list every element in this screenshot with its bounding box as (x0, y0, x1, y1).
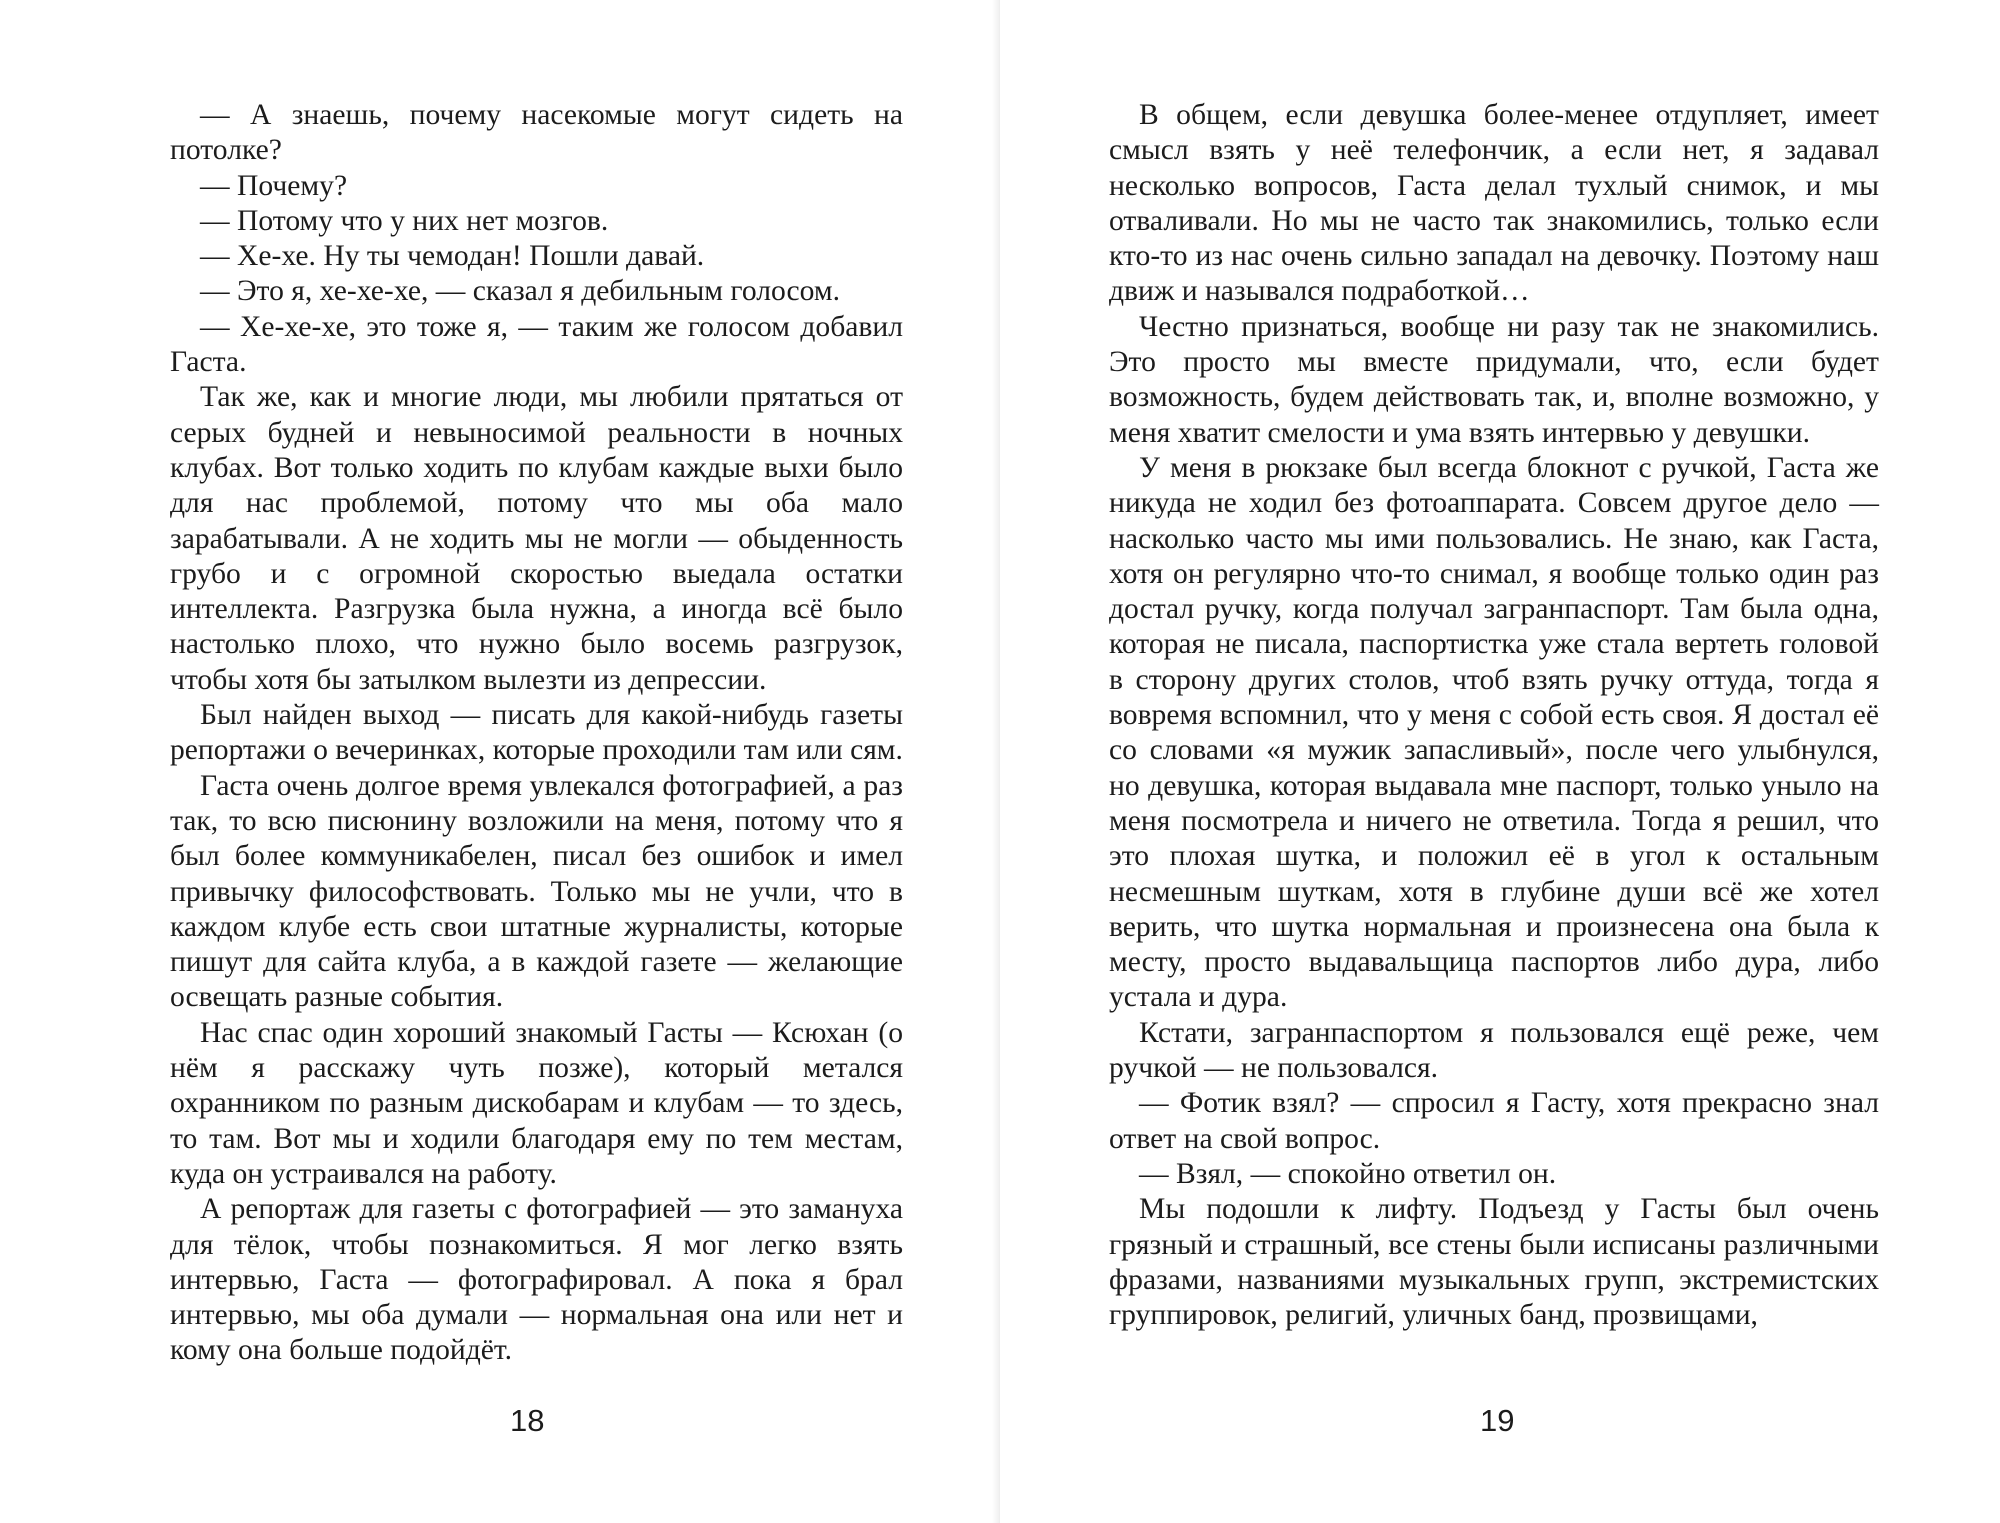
right-page (1000, 0, 2000, 1523)
paragraph: Честно признаться, вообще ни разу так не знакомились. Это просто мы вместе придумали, что, если будет возможность, будем действовать так, и, вполне возможно, у меня хватит смелости и ума взять интервью у девушки. (1109, 310, 1879, 449)
paragraph: — Это я, хе-хе-хе, — сказал я дебильным голосом. (200, 275, 841, 308)
paragraph: — Хе-хе-хе, это тоже я, — таким же голосом добавил Гаста. (170, 310, 903, 379)
paragraph: А репортаж для газеты с фотографией — это замануха для тёлок, чтобы познакомиться. Я мог легко взять интервью, Гаста — фотографировал. А пока я брал интервью, мы оба думали — нормальная она или нет и кому она больше подойдёт. (170, 1193, 903, 1367)
paragraph: — А знаешь, почему насекомые могут сидеть на потолке? (170, 99, 903, 167)
page-number-left: 18 (510, 1403, 545, 1438)
paragraph: Был найден выход — писать для какой-нибудь газеты репортажи о вечеринках, которые проходили там или сям. (170, 699, 903, 767)
paragraph: — Потому что у них нет мозгов. (200, 204, 609, 237)
left-page-text (170, 98, 903, 1369)
paragraph: Мы подошли к лифту. Подъезд у Гасты был очень грязный и страшный, все стены были исписаны различными фразами, названиями музыкальных групп, экстремистских группировок, религий, уличных банд, прозвищами, (1109, 1193, 1879, 1332)
paragraph: Гаста очень долгое время увлекался фотографией, а раз так, то всю писюнину возложили на меня, потому что я был более коммуникабелен, писал без ошибок и имел привычку философствовать. Только мы не учли, что в каждом клубе есть свои штатные журналисты, которые пишут для сайта клуба, а в каждой газете — желающие освещать разные события. (170, 769, 903, 1014)
paragraph: — Взял, — спокойно ответил он. (1139, 1157, 1557, 1190)
paragraph: Так же, как и многие люди, мы любили прятаться от серых будней и невыносимой реальности в ночных клубах. Вот только ходить по клубам каждые выхи было для нас проблемой, потому что мы оба мало зарабатывали. А не ходить мы не могли — обыденность грубо и с огромной скоростью выедала остатки интеллекта. Разгрузка была нужна, а иногда всё было настолько плохо, что нужно было восемь разгрузок, чтобы хотя бы затылком вылезти из депрессии. (170, 381, 903, 696)
paragraph: — Хе-хе. Ну ты чемодан! Пошли давай. (200, 240, 705, 273)
paragraph: — Почему? (200, 169, 348, 202)
paragraph: Кстати, загранпаспортом я пользовался ещё реже, чем ручкой — не пользовался. (1109, 1016, 1879, 1085)
right-page-text (1109, 98, 1879, 1333)
paragraph: У меня в рюкзаке был всегда блокнот с ручкой, Гаста же никуда не ходил без фотоаппарата. Совсем другое дело — насколько часто мы ими пользовались. Не знаю, как Гаста, хотя он регулярно что-то снимал, я вообще только один раз достал ручку, когда получал загранпаспорт. Там была одна, которая не писала, паспортистка уже стала вертеть головой в сторону других столов, чтоб взять ручку оттуда, тогда я вовремя вспомнил, что у меня с собой есть своя. Я достал её со словами «я мужик запасливый», после чего улыбнулся, но девушка, которая выдавала мне паспорт, только уныло на меня посмотрела и ничего не ответила. Тогда я решил, что это плохая шутка, и положил её в угол к остальным несмешным шуткам, хотя в глубине души всё же хотел верить, что шутка нормальная и произнесена она была к месту, просто выдавальщица паспортов либо дура, либо устала и дура. (1109, 451, 1879, 1014)
page-number-right: 19 (1480, 1403, 1515, 1438)
paragraph: В общем, если девушка более-менее отдупляет, имеет смысл взять у неё телефончик, а если нет, я задавал несколько вопросов, Гаста делал тухлый снимок, и мы отваливали. Но мы не часто так знакомились, только если кто-то из нас очень сильно западал на девочку. Поэтому наш движ и назывался подработкой… (1109, 99, 1879, 308)
paragraph: — Фотик взял? — спросил я Гасту, хотя прекрасно знал ответ на свой вопрос. (1109, 1087, 1879, 1155)
paragraph: Нас спас один хороший знакомый Гасты — Ксюхан (о нём я расскажу чуть позже), который метался охранником по разным дискобарам и клубам — то здесь, то там. Вот мы и ходили благодаря ему по тем местам, куда он устраивался на работу. (170, 1016, 903, 1190)
